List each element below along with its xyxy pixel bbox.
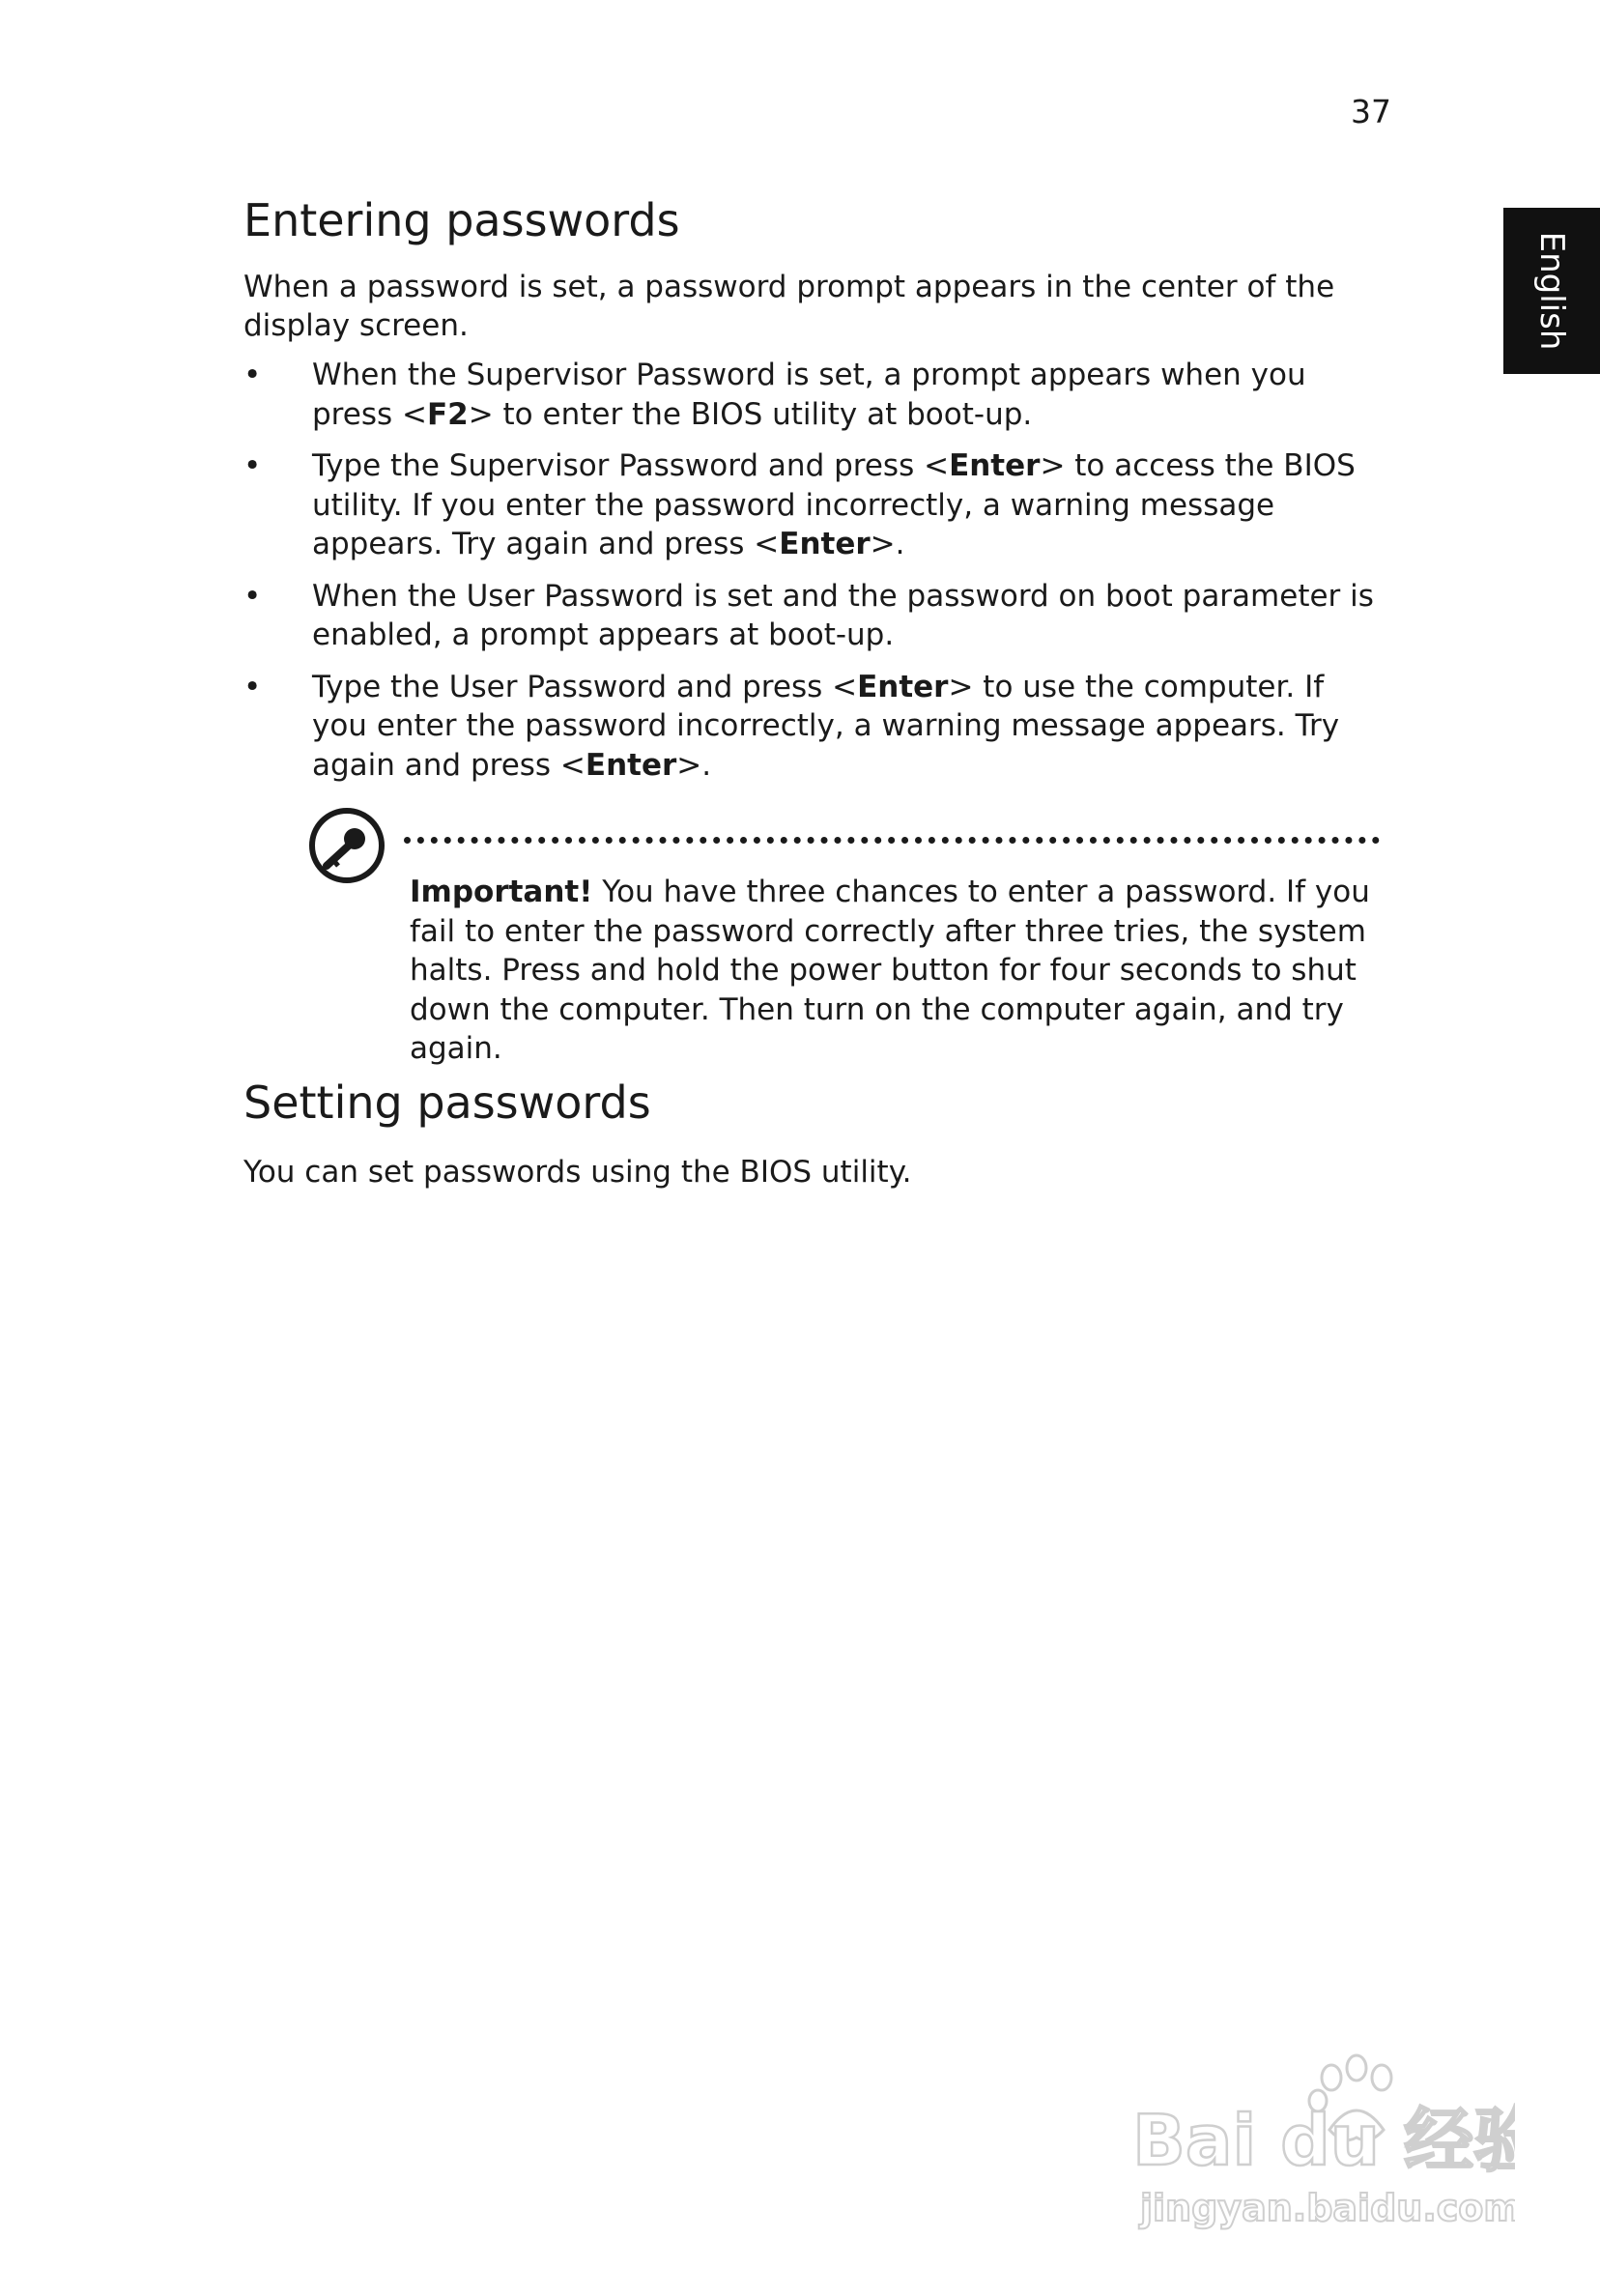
watermark	[1129, 2041, 1515, 2234]
intro-paragraph: When a password is set, a password prompt appears in the center of the display screen.	[243, 270, 1335, 343]
note-divider	[404, 837, 1380, 844]
list-item	[243, 577, 1384, 655]
bullet-text: > to enter the BIOS utility at boot-up.	[468, 396, 1033, 432]
list-item	[243, 356, 1384, 434]
list-item	[243, 446, 1384, 564]
bullet-text: Type the Supervisor Password and press <	[312, 448, 950, 483]
key-label: F2	[426, 396, 469, 432]
key-label: Enter	[585, 747, 677, 783]
key-icon	[307, 806, 386, 885]
important-note	[410, 873, 1386, 1069]
bullet-text: >.	[676, 747, 712, 783]
bullet-text: Type the User Password and press <	[312, 669, 858, 704]
watermark-brand: Bai du 经验	[1132, 2100, 1515, 2181]
page-number: 37	[1351, 93, 1391, 130]
important-text: You have three chances to enter a password. If you fail to enter the password correctly after three tries, the system halts. Press and hold the power button for four seconds to shut down the computer. Then turn on the computer again, and try again.	[410, 875, 1370, 1066]
watermark-url: jingyan.baidu.com	[1140, 2187, 1515, 2229]
bullet-dot: •	[243, 358, 262, 392]
bullet-dot: •	[243, 578, 262, 614]
bullet-text: When the Supervisor Password is set, a prompt appears when you press <	[312, 358, 1306, 432]
bullet-list	[243, 356, 1384, 797]
key-label: Enter	[779, 527, 871, 561]
key-label: Enter	[857, 669, 949, 704]
setting-paragraph: You can set passwords using the BIOS utility.	[243, 1155, 912, 1190]
heading-entering-passwords: Entering passwords	[243, 194, 680, 246]
heading-setting-passwords: Setting passwords	[243, 1076, 651, 1129]
key-label: Enter	[949, 448, 1041, 483]
bullet-text: > to access the BIOS utility. If you enter the password incorrectly, a warning message appears. Try again and press <	[312, 448, 1356, 561]
language-tab	[1503, 208, 1600, 374]
bullet-text: >.	[870, 527, 905, 561]
language-tab-label: English	[1532, 231, 1571, 351]
bullet-text: When the User Password is set and the password on boot parameter is enabled, a prompt appears at boot-up.	[312, 578, 1374, 652]
list-item	[243, 668, 1384, 786]
bullet-dot: •	[243, 448, 262, 483]
important-label: Important!	[410, 875, 593, 909]
bullet-dot: •	[243, 669, 262, 704]
bullet-text: > to use the computer. If you enter the password incorrectly, a warning message appears. Try again and press <	[312, 669, 1340, 783]
